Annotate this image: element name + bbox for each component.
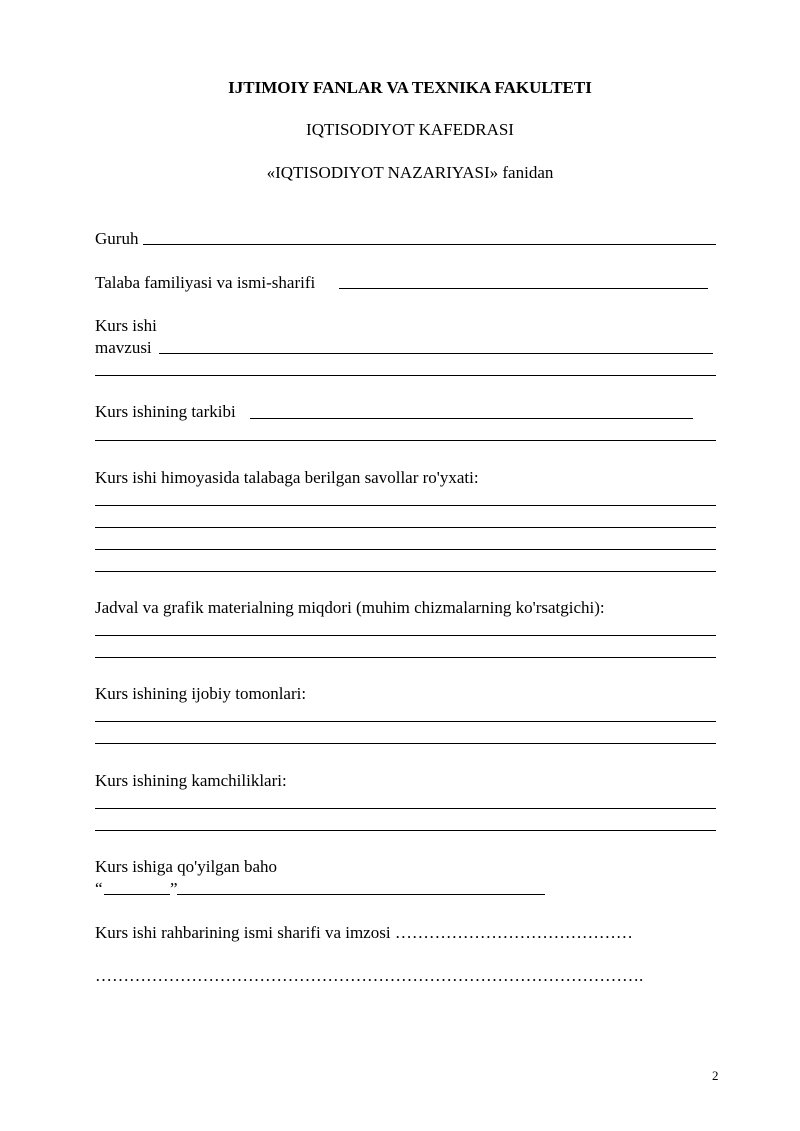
page-number: 2 [712,1068,719,1083]
grade-value-line[interactable] [104,894,170,895]
group-line[interactable] [143,244,716,245]
student-name-line[interactable] [339,288,708,289]
questions-line-3[interactable] [95,549,716,550]
group-label: Guruh [95,229,139,248]
grade-quote-close: ” [170,879,178,898]
shortcomings-line-1[interactable] [95,808,716,809]
questions-line-1[interactable] [95,505,716,506]
faculty-title: IJTIMOIY FANLAR VA TEXNIKA FAKULTETI [228,78,592,97]
student-name-label: Talaba familiyasi va ismi-sharifi [95,273,316,292]
questions-line-4[interactable] [95,571,716,572]
grade-line[interactable] [177,894,545,895]
subject-title: «IQTISODIYOT NAZARIYASI» fanidan [266,163,554,182]
structure-label: Kurs ishining tarkibi [95,402,236,421]
questions-line-2[interactable] [95,527,716,528]
positives-line-2[interactable] [95,743,716,744]
materials-line-2[interactable] [95,657,716,658]
final-dotted-line[interactable]: ……………………………………………………………………………………. [95,966,644,985]
questions-label: Kurs ishi himoyasida talabaga berilgan savollar ro'yxati: [95,468,479,487]
supervisor-label: Kurs ishi rahbarining ismi sharifi va imzosi …………………………………… [95,923,633,942]
structure-line-2[interactable] [95,440,716,441]
materials-line-1[interactable] [95,635,716,636]
grade-label: Kurs ishiga qo'yilgan baho [95,857,278,876]
department-title: IQTISODIYOT KAFEDRASI [306,120,514,139]
topic-label-line1: Kurs ishi [95,316,157,335]
positives-line-1[interactable] [95,721,716,722]
shortcomings-label: Kurs ishining kamchiliklari: [95,771,287,790]
structure-line-1[interactable] [250,418,693,419]
topic-line-2[interactable] [95,375,716,376]
grade-quote-open: “ [95,879,103,898]
topic-label-line2: mavzusi [95,338,152,357]
materials-label: Jadval va grafik materialning miqdori (muhim chizmalarning ko'rsatgichi): [95,598,605,617]
topic-line-1[interactable] [159,353,713,354]
positives-label: Kurs ishining ijobiy tomonlari: [95,684,307,703]
shortcomings-line-2[interactable] [95,830,716,831]
